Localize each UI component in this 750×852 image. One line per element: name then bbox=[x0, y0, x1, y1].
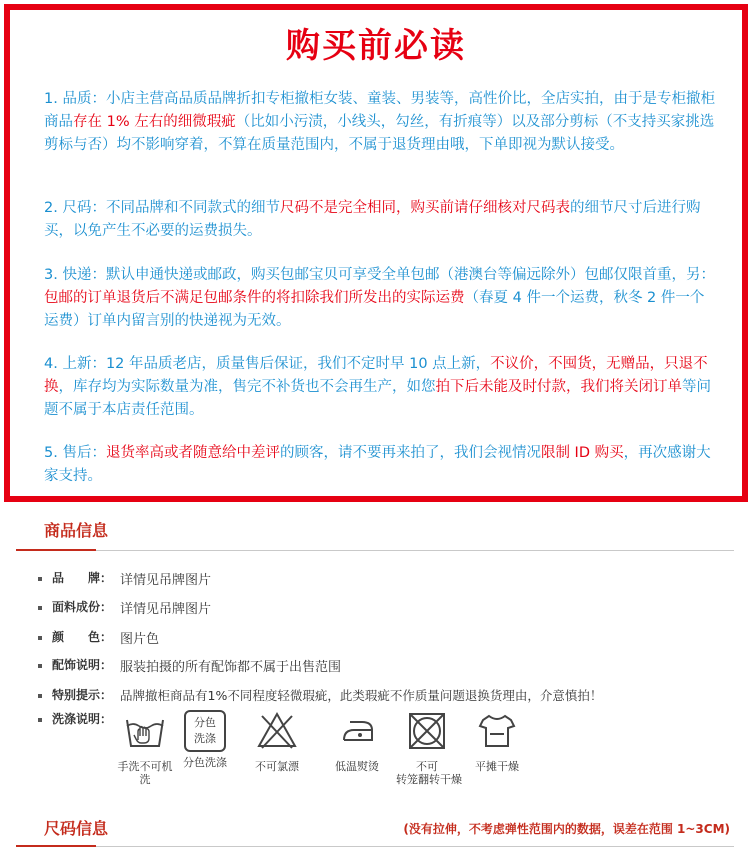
care-label: 分色洗涤 bbox=[183, 756, 227, 769]
notice-segment: （春夏 4 件一个运费，秋冬 2 件一个运费）订单内留言别的快递视为无效。 bbox=[44, 290, 705, 329]
bullet bbox=[38, 606, 42, 610]
notice-segment: 3. 快递：默认申通快递或邮政，购买包邮宝贝可享受全单包邮（港澳台等偏远除外）包邮仅限首重，另： bbox=[44, 267, 715, 283]
size-info-title: 尺码信息 bbox=[44, 819, 109, 838]
care-no-bleach bbox=[246, 710, 308, 773]
bullet bbox=[38, 636, 42, 640]
notice-segment: 的顾客，请不要再来拍了，我们会视情况 bbox=[279, 445, 541, 461]
care-label: 平摊干燥 bbox=[475, 760, 519, 773]
row-label: 面料成份： bbox=[52, 600, 113, 614]
notice-segment: ，库存均为实际数量为准，售完不补货也不会再生产，如您 bbox=[58, 379, 436, 395]
notice-segment: 4. 上新：12 年品质老店，质量售后保证，我们不定时早 10 点上新， bbox=[44, 356, 491, 372]
row-value: 图片色 bbox=[120, 632, 160, 647]
bullet bbox=[38, 718, 42, 722]
notice-segment: （比如小污渍，小线头，勾丝，有折痕等）以及部分剪标（不支持买家挑选剪标与否）均不影响穿着， bbox=[44, 114, 715, 153]
care-hand-wash bbox=[114, 710, 176, 786]
notice-segment: 尺码不是完全相同，购买前请仔细核对尺码表 bbox=[279, 200, 570, 216]
notice-segment: ，再次感谢大家支持。 bbox=[44, 445, 711, 484]
product-info-title: 商品信息 bbox=[44, 521, 109, 540]
row-value: 详情见吊牌图片 bbox=[120, 602, 212, 617]
care-separate-wash bbox=[174, 710, 236, 769]
notice-new-arrivals bbox=[44, 353, 716, 422]
row-value: 品牌撤柜商品有1%不同程度轻微瑕疵，此类瑕疵不作质量问题退换货理由，介意慎拍！ bbox=[120, 688, 603, 703]
row-label: 特别提示： bbox=[52, 688, 113, 702]
flat-dry-icon bbox=[476, 710, 518, 752]
notice-segment: 不算在质量范围内，不属于退货理由哦，下单即视为默认接受。 bbox=[218, 137, 624, 153]
product-info-header bbox=[0, 514, 750, 546]
product-info-divider bbox=[16, 550, 734, 551]
notice-segment: 退货率高或者随意给中差评 bbox=[105, 445, 280, 461]
no-tumble-dry-icon bbox=[406, 710, 448, 752]
bullet bbox=[38, 577, 42, 581]
care-label: 不可 转笼翻转干燥 bbox=[396, 760, 462, 786]
notice-segment: 限制 ID 购买 bbox=[540, 445, 624, 461]
row-label: 配饰说明： bbox=[52, 658, 113, 672]
notice-segment: 拍下后未能及时付款，我们将关闭订单 bbox=[435, 379, 682, 395]
row-value: 详情见吊牌图片 bbox=[120, 573, 212, 588]
notice-segment: 不议价，不囤货，无赠品，只退不换 bbox=[44, 356, 708, 395]
notice-segment: 包邮的订单退货后不满足包邮条件的将扣除我们所发出的实际运费 bbox=[44, 290, 465, 306]
notice-segment: 等问题不属于本店责任范围。 bbox=[44, 379, 711, 418]
size-info-accent bbox=[16, 845, 96, 847]
separate-wash-icon: 分色 洗涤 bbox=[184, 710, 226, 752]
notice-quality bbox=[44, 88, 716, 157]
row-value: 服装拍摄的所有配饰都不属于出售范围 bbox=[120, 660, 342, 675]
bullet bbox=[38, 664, 42, 668]
row-label: 颜 色： bbox=[52, 630, 113, 644]
care-flat-dry bbox=[466, 710, 528, 773]
no-bleach-icon bbox=[256, 710, 298, 752]
care-label: 不可氯漂 bbox=[255, 760, 299, 773]
care-no-tumble-dry bbox=[396, 710, 462, 786]
notice-segment: 存在 1% 左右的细微瑕疵 bbox=[73, 114, 236, 130]
care-low-iron bbox=[326, 710, 388, 773]
row-label: 洗涤说明： bbox=[52, 712, 113, 726]
product-info-accent bbox=[16, 549, 96, 551]
notice-title: 购买前必读 bbox=[286, 26, 466, 66]
notice-shipping bbox=[44, 264, 716, 333]
notice-segment: 的细节尺寸后进行购买，以免产生不必要的运费损失。 bbox=[44, 200, 701, 239]
notice-segment: 1. 品质：小店主营高品质品牌折扣专柜撤柜女装、童装、男装等，高性价比，全店实拍，由于是专柜撤柜商品 bbox=[44, 91, 715, 130]
care-label: 手洗不可机洗 bbox=[117, 760, 173, 786]
bullet bbox=[38, 694, 42, 698]
size-info-divider bbox=[16, 846, 734, 847]
notice-segment: 5. 售后： bbox=[44, 445, 106, 461]
notice-size bbox=[44, 197, 716, 243]
hand-wash-icon bbox=[124, 710, 166, 752]
row-label: 品 牌： bbox=[52, 571, 113, 585]
notice-segment: 2. 尺码：不同品牌和不同款式的细节 bbox=[44, 200, 280, 216]
care-label: 低温熨烫 bbox=[335, 760, 379, 773]
notice-after-sales bbox=[44, 442, 716, 488]
size-note: (没有拉伸，不考虑弹性范围内的数据，误差在范围 1~3CM) bbox=[403, 822, 730, 836]
low-iron-icon bbox=[336, 710, 378, 752]
notice-box bbox=[4, 4, 748, 502]
